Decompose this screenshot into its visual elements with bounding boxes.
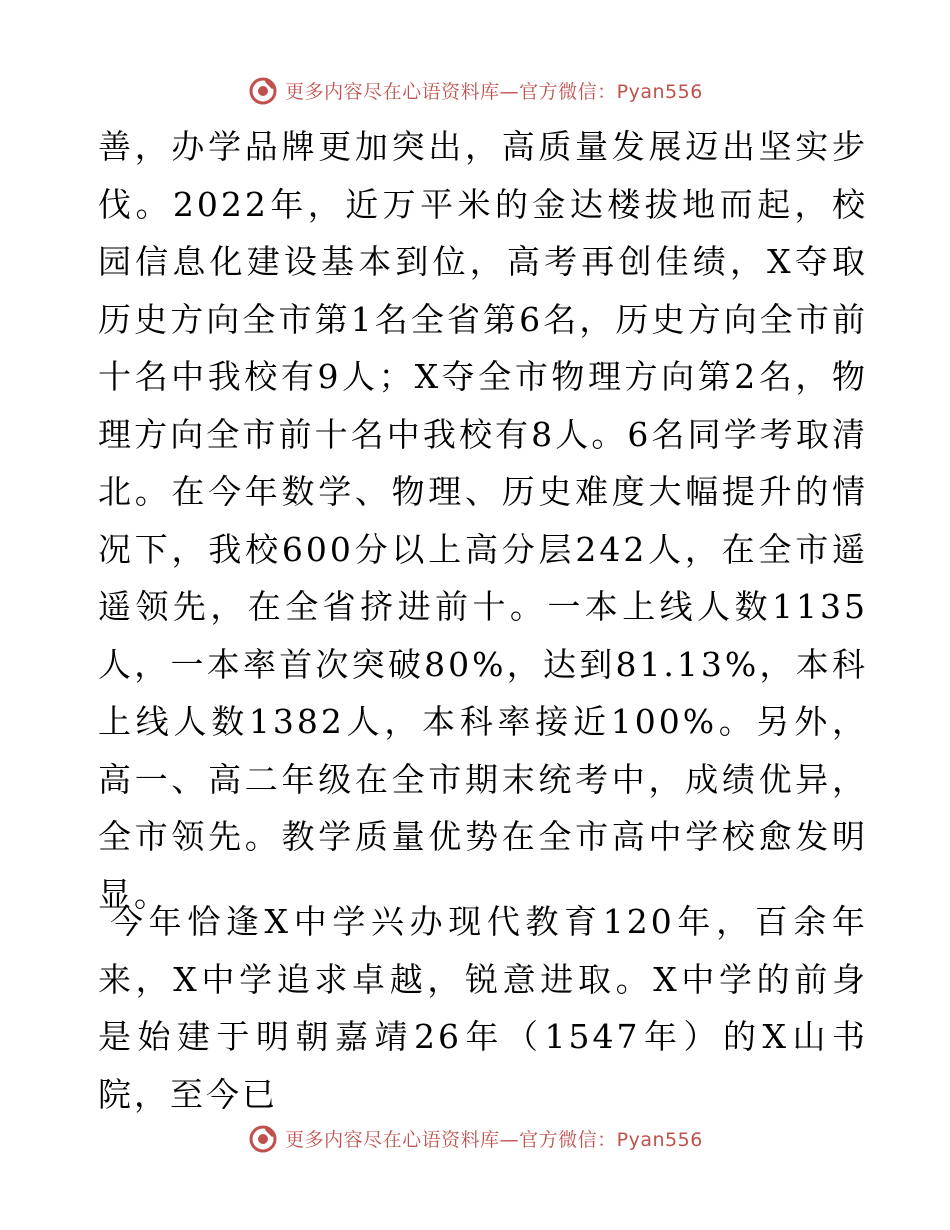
- body-paragraph-2: 今年恰逢X中学兴办现代教育120年，百余年来，X中学追求卓越，锐意进取。X中学的前身是始建于明朝嘉靖26年（1547年）的X山书院，至今已: [98, 902, 868, 1114]
- red-pen-seal-icon: [247, 74, 279, 106]
- red-pen-seal-icon: [247, 1122, 279, 1154]
- header-watermark: [0, 70, 950, 110]
- body-paragraph-1: 善，办学品牌更加突出，高质量发展迈出坚实步伐。2022年，近万平米的金达楼拔地而起，校园信息化建设基本到位，高考再创佳绩，X夺取历史方向全市第1名全省第6名，历史方向全市前十名中我校有9人；X夺全市物理方向第2名，物理方向全市前十名中我校有8人。6名同学考取清北。在今年数学、物理、历史难度大幅提升的情况下，我校600分以上高分层242人，在全市遥遥领先，在全省挤进前十。一本上线人数1135人，一本率首次突破80%，达到81.13%，本科上线人数1382人，本科率接近100%。另外，高一、高二年级在全市期末统考中，成绩优异，全市领先。教学质量优势在全市高中学校愈发明显。: [98, 127, 868, 914]
- document-body: [98, 118, 868, 1123]
- header-watermark-text: 更多内容尽在心语资料库—官方微信：Pyan556: [285, 80, 703, 103]
- footer-watermark-text: 更多内容尽在心语资料库—官方微信：Pyan556: [285, 1128, 703, 1151]
- footer-watermark: [0, 1118, 950, 1158]
